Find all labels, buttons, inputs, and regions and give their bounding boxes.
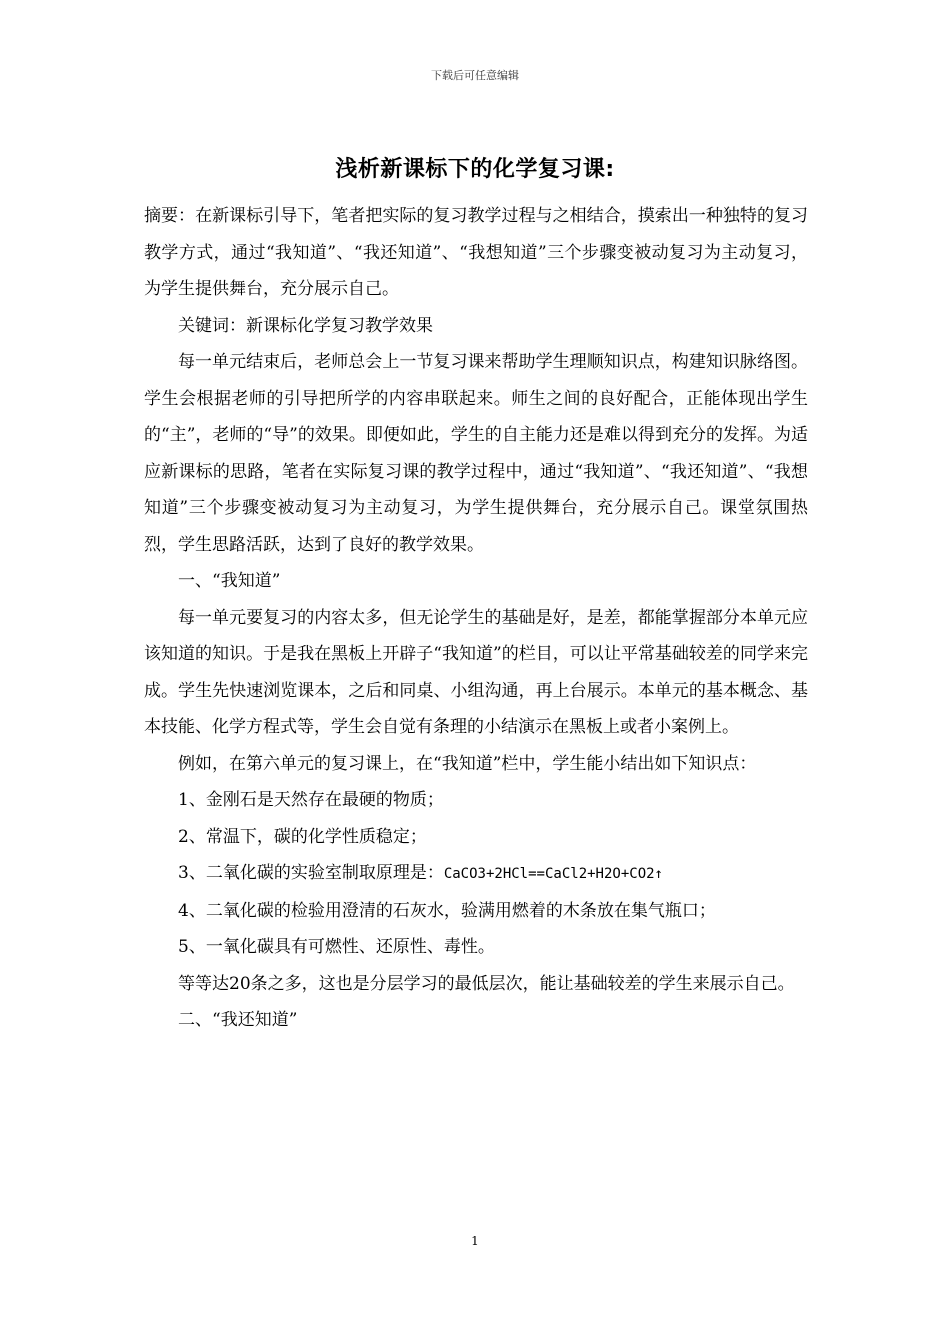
page-number: 1 — [471, 1234, 479, 1248]
section-1-body: 每一单元要复习的内容太多，但无论学生的基础是好，是差，都能掌握部分本单元应该知道的知识。于是我在黑板上开辟子“我知道”的栏目，可以让平常基础较差的同学来完成。学生先快速浏览课本，之后和同桌、小组沟通，再上台展示。本单元的基本概念、基本技能、化学方程式等，学生会自觉有条理的小结演示在黑板上或者小案例上。 — [144, 607, 808, 737]
intro-paragraph: 每一单元结束后，老师总会上一节复习课来帮助学生理顺知识点，构建知识脉络图。学生会根据老师的引导把所学的内容串联起来。师生之间的良好配合，正能体现出学生的“主”，老师的“导”的效果。即便如此，学生的自主能力还是难以得到充分的发挥。为适应新课标的思路，笔者在实际复习课的教学过程中，通过“我知道”、“我还知道”、“我想知道”三个步骤变被动复习为主动复习，为学生提供舞台，充分展示自己。课堂氛围热烈，学生思路活跃，达到了良好的教学效果。 — [144, 352, 808, 555]
summary-paragraph: 等等达20条之多，这也是分层学习的最低层次，能让基础较差的学生来展示自己。 — [178, 973, 795, 994]
document-body — [144, 198, 808, 1039]
list-item-1: 1、金刚石是天然存在最硬的物质； — [178, 790, 444, 810]
keywords-paragraph: 关键词：新课标化学复习教学效果 — [178, 315, 433, 336]
list-item-4: 4、二氧化碳的检验用澄清的石灰水，验满用燃着的木条放在集气瓶口； — [178, 900, 716, 921]
section-1-heading: 一、“我知道” — [178, 571, 281, 591]
list-item-3-label: 3、二氧化碳的实验室制取原理是： — [178, 863, 444, 883]
list-item-2: 2、常温下，碳的化学性质稳定； — [178, 826, 427, 847]
list-item-5: 5、一氧化碳具有可燃性、还原性、毒性。 — [178, 937, 495, 957]
document-title: 浅析新课标下的化学复习课: — [335, 157, 615, 182]
list-item-3 — [144, 855, 808, 893]
chemical-equation: CaCO3+2HCl==CaCl2+H2O+CO2↑ — [443, 866, 663, 882]
abstract-paragraph: 摘要：在新课标引导下，笔者把实际的复习教学过程与之相结合，摸索出一种独特的复习教学方式，通过“我知道”、“我还知道”、“我想知道”三个步骤变被动复习为主动复习，为学生提供舞台，充分展示自己。 — [144, 206, 808, 299]
section-2-heading: 二、“我还知道” — [178, 1010, 298, 1030]
example-intro-paragraph: 例如，在第六单元的复习课上，在“我知道”栏中，学生能小结出如下知识点： — [178, 753, 757, 774]
page-header: 下载后可任意编辑 — [431, 69, 519, 82]
